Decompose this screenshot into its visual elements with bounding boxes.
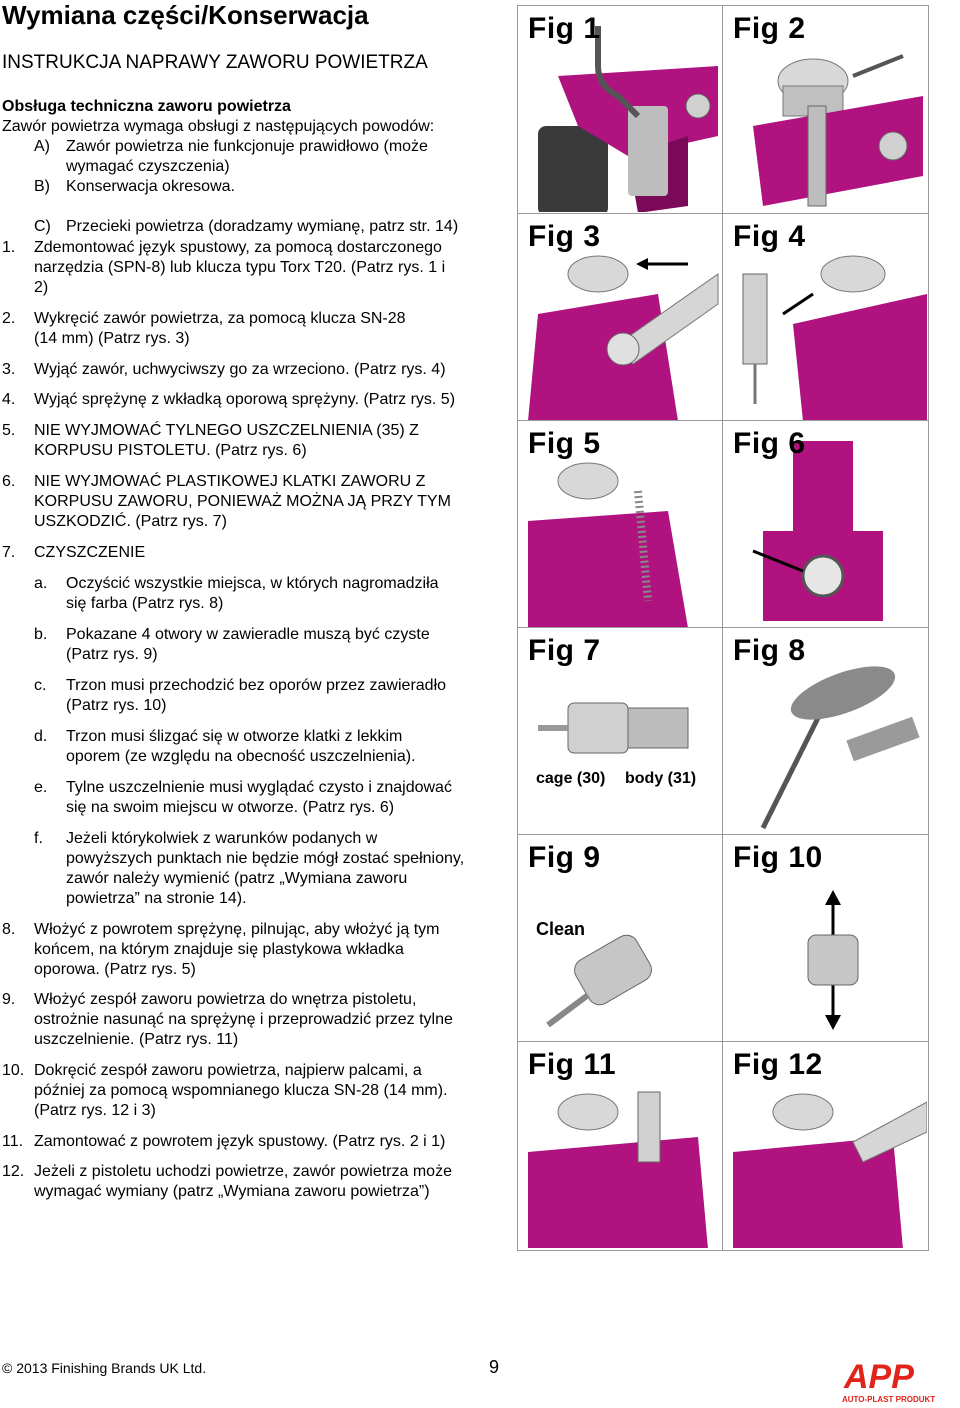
figure-label: Fig 4: [733, 220, 806, 253]
figure-1: [518, 6, 722, 212]
reason-marker: A): [34, 138, 50, 155]
reason-text: Zawór powietrza nie funkcjonuje prawidłowo (może: [66, 138, 428, 155]
step-text: Wykręcić zawór powietrza, za pomocą klucza SN-28: [34, 310, 406, 327]
step-text: Włożyć z powrotem sprężynę, pilnując, aby włożyć ją tym: [34, 921, 440, 938]
step-text: końcem, na którym znajduje się plastykowa wkładka: [34, 941, 404, 958]
figure-9: [518, 835, 722, 1041]
cleaning-text: powietrza” na stronie 14).: [66, 890, 247, 907]
figure-label: Fig 11: [528, 1048, 617, 1081]
figure-label: Fig 5: [528, 427, 601, 460]
intro-heading: Obsługa techniczna zaworu powietrza: [2, 98, 291, 115]
reason-text: Przecieki powietrza (doradzamy wymianę, patrz str. 14): [66, 218, 459, 235]
cleaning-marker: a.: [34, 575, 48, 592]
reason-marker: B): [34, 178, 50, 195]
page-subtitle: INSTRUKCJA NAPRAWY ZAWORU POWIETRZA: [2, 52, 428, 73]
step-number: 7.: [2, 544, 16, 561]
reason-marker: C): [34, 218, 51, 235]
body-caption: body (31): [625, 770, 697, 787]
figure-6: [723, 421, 927, 627]
figure-label: Fig 2: [733, 12, 806, 45]
cleaning-text: Jeżeli którykolwiek z warunków podanych w: [66, 830, 378, 847]
step-text: CZYSZCZENIE: [34, 544, 146, 561]
cleaning-marker: e.: [34, 779, 48, 796]
step-number: 3.: [2, 361, 16, 378]
step-text: Jeżeli z pistoletu uchodzi powietrze, zawór powietrza może: [34, 1163, 452, 1180]
figure-7: [518, 628, 722, 834]
step-text: KORPUSU ZAWORU, PONIEWAŻ MOŻNA JĄ PRZY TYM: [34, 493, 451, 510]
step-text: KORPUSU PISTOLETU. (Patrz rys. 6): [34, 442, 307, 459]
step-text: Zdemontować język spustowy, za pomocą dostarczonego: [34, 239, 442, 256]
step-text: Włożyć zespół zaworu powietrza do wnętrza pistoletu,: [34, 991, 417, 1008]
step-text: później za pomocą wspomnianego klucza SN-28 (14 mm).: [34, 1082, 448, 1099]
figure-4: [723, 214, 927, 420]
step-number: 6.: [2, 473, 16, 490]
cage-caption: cage (30): [536, 770, 606, 787]
figure-label: Fig 8: [733, 634, 806, 667]
figure-2: [723, 6, 927, 212]
step-number: 10.: [2, 1062, 25, 1079]
cleaning-text: Trzon musi przechodzić bez oporów przez zawieradło: [66, 677, 447, 694]
step-text: Wyjąć zawór, uchwyciwszy go za wrzeciono. (Patrz rys. 4): [34, 361, 446, 378]
page-title: Wymiana części/Konserwacja: [2, 0, 369, 30]
figure-label: Fig 10: [733, 841, 823, 874]
cleaning-marker: b.: [34, 626, 48, 643]
figure-label: Fig 3: [528, 220, 601, 253]
figure-label: Fig 1: [528, 12, 601, 45]
step-text: uszczelnienie. (Patrz rys. 11): [34, 1031, 239, 1048]
step-number: 8.: [2, 921, 16, 938]
step-text: USZKODZIĆ. (Patrz rys. 7): [34, 513, 227, 530]
step-number: 2.: [2, 310, 16, 327]
reason-text: Konserwacja okresowa.: [66, 178, 235, 195]
step-text: (Patrz rys. 12 i 3): [34, 1102, 156, 1119]
figure-label: Fig 6: [733, 427, 806, 460]
step-text: Zamontować z powrotem język spustowy. (Patrz rys. 2 i 1): [34, 1133, 446, 1150]
cleaning-text: Trzon musi ślizgać się w otworze klatki z lekkim: [66, 728, 403, 745]
figure-5: [518, 421, 722, 627]
step-text: NIE WYJMOWAĆ PLASTIKOWEJ KLATKI ZAWORU Z: [34, 473, 426, 490]
step-text: Wyjąć sprężynę z wkładką oporową sprężyny. (Patrz rys. 5): [34, 391, 456, 408]
cleaning-text: oporem (ze względu na obecność uszczelnienia).: [66, 748, 416, 765]
step-text: Dokręcić zespół zaworu powietrza, najpierw palcami, a: [34, 1062, 422, 1079]
page-number: 9: [489, 1357, 500, 1377]
step-text: wymagać wymiany (patrz „Wymiana zaworu powietrza”): [34, 1183, 430, 1200]
figure-12: [723, 1042, 927, 1248]
footer-copyright: © 2013 Finishing Brands UK Ltd.: [2, 1360, 207, 1376]
cleaning-text: się na swoim miejscu w otworze. (Patrz rys. 6): [66, 799, 395, 816]
cleaning-marker: d.: [34, 728, 48, 745]
figure-10: [723, 835, 927, 1041]
step-text: ostrożnie nasunąć na sprężynę i przeprowadzić przez tylne: [34, 1011, 453, 1028]
cleaning-text: się farba (Patrz rys. 8): [66, 595, 224, 612]
step-number: 5.: [2, 422, 16, 439]
figure-grid: [517, 5, 929, 1251]
step-text: 2): [34, 279, 49, 296]
cleaning-text: Pokazane 4 otwory w zawieradle muszą być czyste: [66, 626, 430, 643]
cleaning-text: Oczyścić wszystkie miejsca, w których nagromadziła: [66, 575, 439, 592]
figure-label: Fig 9: [528, 841, 601, 874]
figure-label: Fig 12: [733, 1048, 823, 1081]
clean-caption: Clean: [536, 919, 586, 939]
cleaning-text: (Patrz rys. 10): [66, 697, 167, 714]
figure-8: [723, 628, 927, 834]
logo-text: APP: [844, 1358, 914, 1396]
step-number: 4.: [2, 391, 16, 408]
figure-11: [518, 1042, 722, 1248]
step-number: 11.: [2, 1133, 24, 1150]
cleaning-text: powyższych punktach nie będzie mógł zostać spełniony,: [66, 850, 465, 867]
step-text: NIE WYJMOWAĆ TYLNEGO USZCZELNIENIA (35) Z: [34, 422, 419, 439]
cleaning-marker: c.: [34, 677, 47, 694]
step-number: 12.: [2, 1163, 25, 1180]
step-number: 9.: [2, 991, 16, 1008]
app-logo: [840, 1358, 952, 1408]
cleaning-text: Tylne uszczelnienie musi wyglądać czysto i znajdować: [66, 779, 452, 796]
step-text: (14 mm) (Patrz rys. 3): [34, 330, 190, 347]
logo-subtext: AUTO-PLAST PRODUKT: [842, 1395, 936, 1404]
cleaning-text: zawór należy wymienić (patrz „Wymiana zaworu: [66, 870, 408, 887]
figure-label: Fig 7: [528, 634, 601, 667]
step-text: narzędzia (SPN-8) lub klucza typu Torx T20. (Patrz rys. 1 i: [34, 259, 446, 276]
intro-lead: Zawór powietrza wymaga obsługi z następujących powodów:: [2, 118, 435, 135]
reason-text: wymagać czyszczenia): [66, 158, 230, 175]
cleaning-marker: f.: [34, 830, 43, 847]
step-number: 1.: [2, 239, 16, 256]
cleaning-text: (Patrz rys. 9): [66, 646, 158, 663]
figure-3: [518, 214, 722, 420]
step-text: oporowa. (Patrz rys. 5): [34, 961, 196, 978]
